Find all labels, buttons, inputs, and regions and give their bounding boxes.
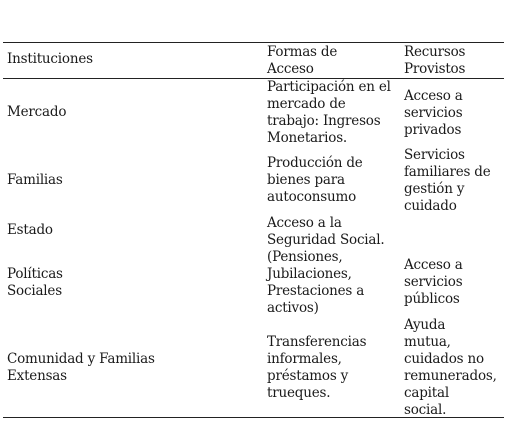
row-politicas-resources: Acceso a servicios públicos bbox=[404, 257, 463, 307]
row-mercado-resources: Acceso a servicios privados bbox=[404, 88, 463, 138]
row-familias-institution: Familias bbox=[7, 172, 63, 188]
row-mercado-access: Participación en el mercado de trabajo: Ingresos Monetarios. bbox=[267, 79, 391, 146]
row-estado-access: Acceso a la Seguridad Social. (Pensiones, Jubilaciones, Prestaciones a activos) bbox=[267, 215, 385, 316]
table-top-rule bbox=[3, 42, 504, 43]
row-comunidad-access: Transferencias informales, préstamos y trueques. bbox=[267, 334, 367, 401]
row-comunidad-institution: Comunidad y Familias Extensas bbox=[7, 351, 155, 384]
table-header-rule bbox=[3, 78, 504, 79]
row-mercado-institution: Mercado bbox=[7, 104, 67, 120]
row-familias-resources: Servicios familiares de gestión y cuidado bbox=[404, 147, 491, 214]
row-estado-institution: Estado bbox=[7, 222, 53, 238]
row-familias-access: Producción de bienes para autoconsumo bbox=[267, 155, 363, 205]
row-comunidad-resources: Ayuda mutua, cuidados no remunerados, capital social. bbox=[404, 317, 497, 418]
header-institutions: Instituciones bbox=[7, 51, 93, 67]
row-politicas-institution: Políticas Sociales bbox=[7, 266, 63, 299]
header-resources: Recursos Provistos bbox=[404, 44, 466, 77]
header-access: Formas de Acceso bbox=[267, 44, 338, 77]
